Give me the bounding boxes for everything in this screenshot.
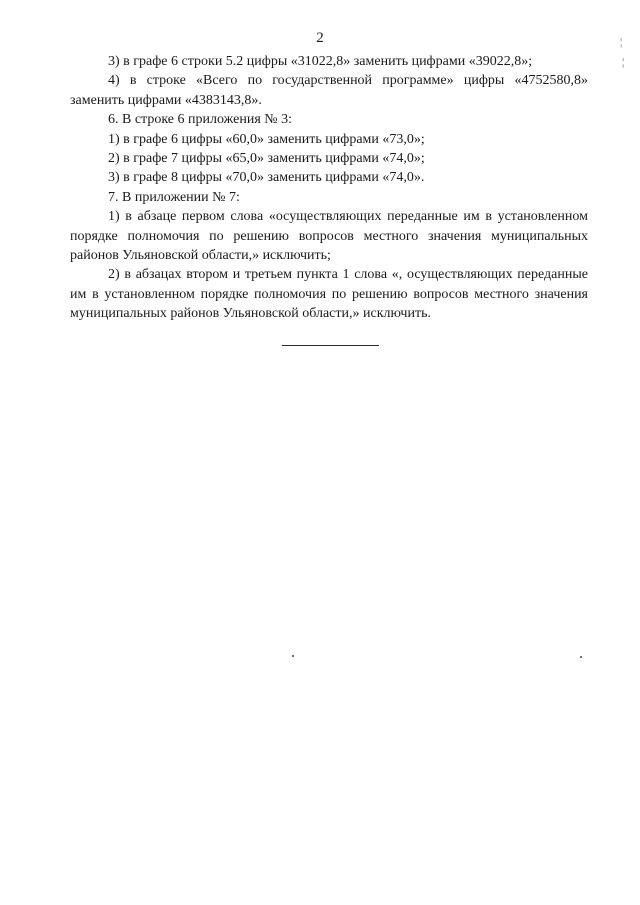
- paragraph-item-7-1: 1) в абзаце первом слова «осуществляющих переданные им в установленном порядке полномочия по решению вопросов местного значения муниципальных районов Ульяновской области,» исключить;: [70, 209, 588, 264]
- paragraph-item-7-2: 2) в абзацах втором и третьем пункта 1 слова «, осуществляющих переданные им в установленном порядке полномочия по решению вопросов местного значения муниципальных районов Ульяновской области,» исключить.: [70, 267, 588, 322]
- scan-margin-mark: ¦: [620, 36, 623, 48]
- end-divider-line: [282, 345, 379, 346]
- scan-margin-mark: ¦: [622, 56, 625, 68]
- paragraph-item-4: 4) в строке «Всего по государственной программе» цифры «4752580,8» заменить цифрами «4383143,8».: [70, 73, 588, 108]
- scan-speck: [580, 656, 582, 658]
- paragraph-item-6-2: 2) в графе 7 цифры «65,0» заменить цифрами «74,0»;: [108, 151, 425, 167]
- paragraph-item-6-1: 1) в графе 6 цифры «60,0» заменить цифрами «73,0»;: [108, 131, 425, 147]
- scan-speck: [292, 655, 294, 657]
- page-number: 2: [316, 30, 324, 46]
- paragraph-section-7: 7. В приложении № 7:: [108, 189, 240, 205]
- paragraph-section-6: 6. В строке 6 приложения № 3:: [108, 112, 293, 128]
- document-body: [70, 52, 588, 324]
- paragraph-item-6-3: 3) в графе 8 цифры «70,0» заменить цифрами «74,0».: [108, 170, 425, 186]
- paragraph-item-3: 3) в графе 6 строки 5.2 цифры «31022,8» заменить цифрами «39022,8»;: [108, 54, 533, 69]
